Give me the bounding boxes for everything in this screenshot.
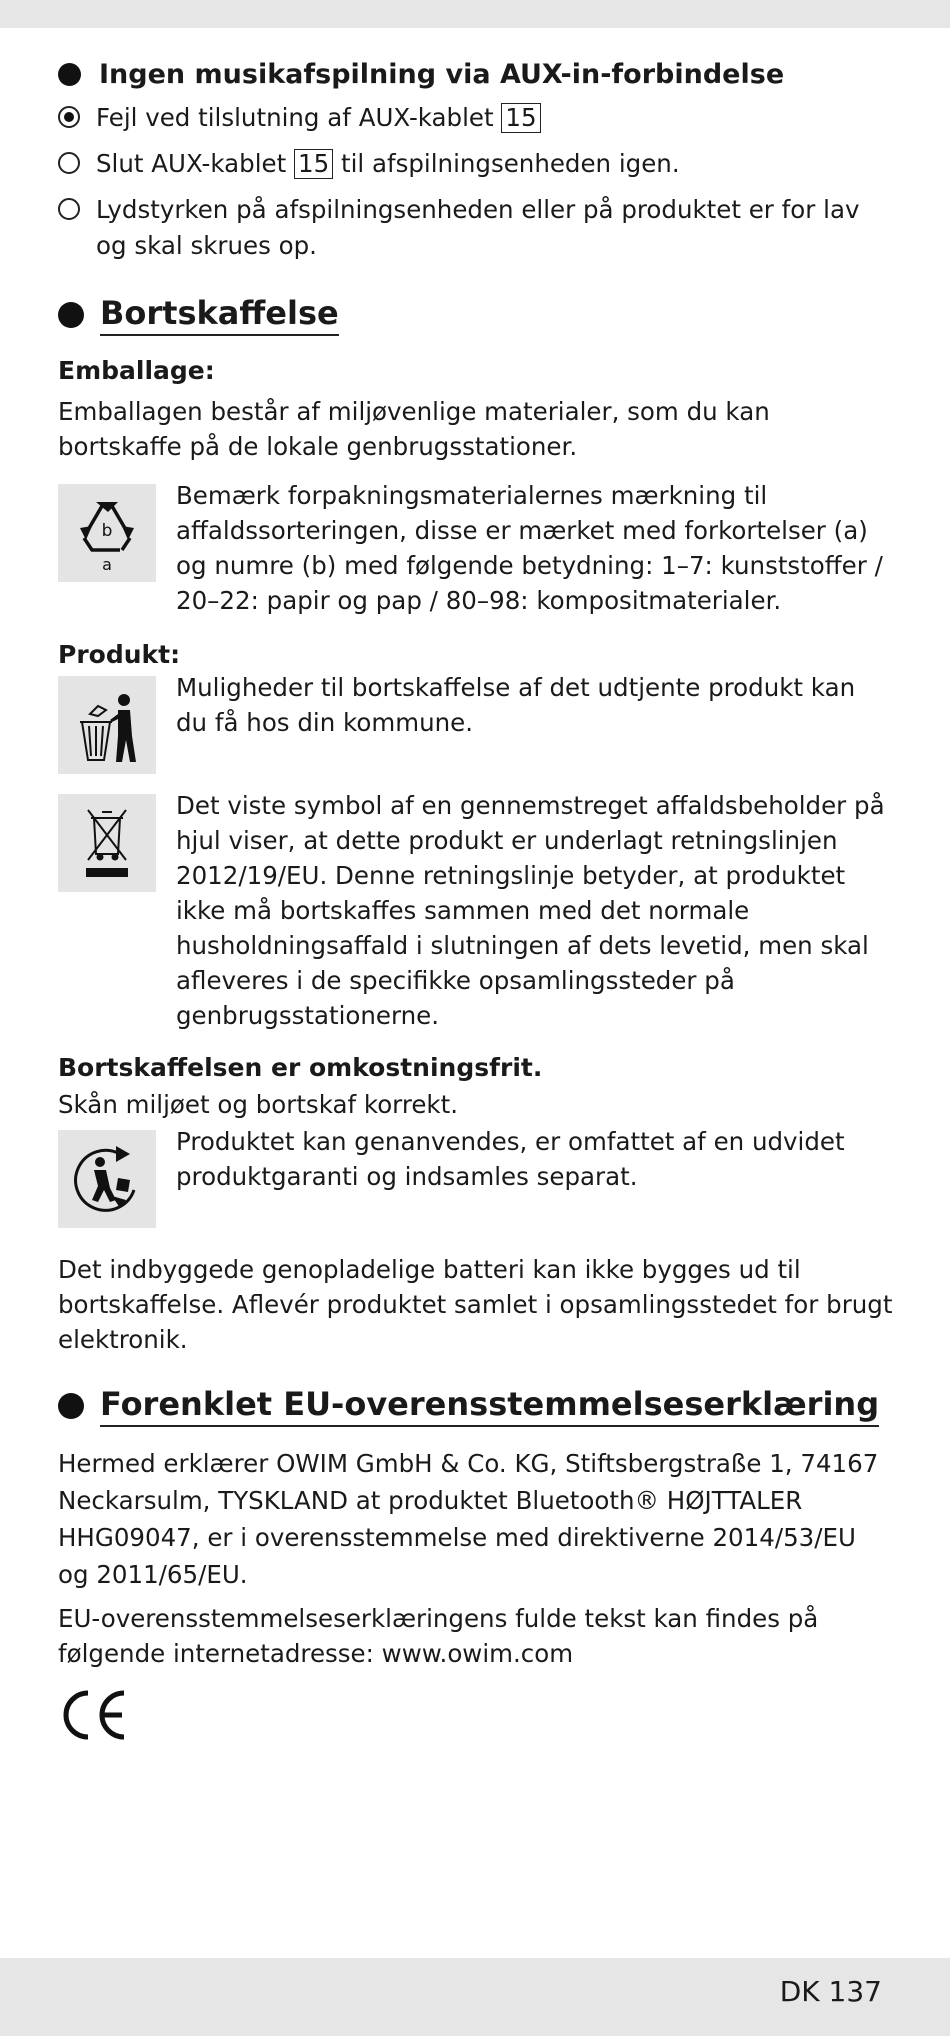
bullet-dot-icon (58, 1393, 84, 1419)
recycle-text: Bemærk forpakningsmaterialernes mærkning til affaldssorteringen, disse er mærket med forkortelser (a) og numre (b) med følgende betydning: 1–7: kunststoffer / 20–22: papir og pap / 80–98: kompositmaterialer. (176, 481, 883, 615)
triman-text: Produktet kan genanvendes, er omfattet af en udvidet produktgaranti og indsamles separat. (176, 1127, 845, 1191)
cause-item: Fejl ved tilslutning af AUX-kablet 15 (58, 100, 893, 136)
svg-text:b: b (101, 521, 113, 541)
open-circle-bullet-icon (58, 198, 80, 220)
trash-text: Muligheder til bortskaffelse af det udtjente produkt kan du få hos din kommune. (176, 673, 856, 737)
weee-text: Det viste symbol af en gennemstreget affaldsbeholder på hjul viser, at dette produkt er underlagt retningslinjen 2012/19/EU. Denne retningslinje betyder, at produktet ikke må bortskaffes sammen med det normale husholdningsaffald i slutningen af dets levetid, men skal afleveres i de specifikke opsamlingssteder på genbrugsstationerne. (176, 791, 885, 1030)
bullet-dot-icon (58, 302, 84, 328)
troubleshoot-heading: Ingen musikafspilning via AUX-in-forbindelse (58, 52, 893, 98)
crossed-wheelie-bin-icon (58, 794, 156, 892)
bullet-dot-icon (58, 63, 81, 86)
trash-row (58, 673, 893, 774)
recycling-symbol-icon (58, 484, 156, 582)
packaging-text: Emballagen består af miljøvenlige materialer, som du kan bortskaffe på de lokale genbrugsstationer. (58, 397, 770, 461)
open-circle-bullet-icon (58, 152, 80, 174)
solution-item: Lydstyrken på afspilningsenheden eller på produktet er for lav og skal skrues op. (58, 192, 893, 264)
solution-item: Slut AUX-kablet 15 til afspilningsenheden igen. (58, 146, 893, 182)
weee-row (58, 791, 893, 1033)
packaging-heading: Emballage: (58, 356, 215, 385)
top-band (0, 0, 950, 28)
recycle-row (58, 481, 893, 618)
triman-recycle-icon (58, 1130, 156, 1228)
disposal-heading: Bortskaffelse (58, 294, 893, 336)
battery-text: Det indbyggede genopladelige batteri kan ikke bygges ud til bortskaffelse. Aflevér produktet samlet i opsamlingsstedet for brugt elektronik. (58, 1255, 893, 1354)
product-heading: Produkt: (58, 640, 181, 669)
person-trash-icon (58, 676, 156, 774)
page-number: DK 137 (779, 1975, 882, 2008)
ce-mark-icon (58, 1687, 893, 1747)
free-disposal-heading: Bortskaffelsen er omkostningsfrit. (58, 1053, 543, 1082)
free-disposal-text: Skån miljøet og bortskaf korrekt. (58, 1090, 459, 1119)
manual-page (58, 52, 893, 1747)
svg-text:a: a (102, 555, 112, 574)
filled-circle-bullet-icon (58, 106, 80, 128)
eu-declaration-url-text: EU-overensstemmelseserklæringens fulde tekst kan findes på følgende internetadresse: www.owim.com (58, 1604, 819, 1668)
eu-declaration-text: Hermed erklærer OWIM GmbH & Co. KG, Stiftsbergstraße 1, 74167 Neckarsulm, TYSKLAND at produktet Bluetooth® HØJTTALER HHG09047, er i overensstemmelse med direktiverne 2014/53/EU og 2011/65/EU. (58, 1449, 879, 1589)
eu-declaration-heading: Forenklet EU-overensstemmelseserklæring (58, 1385, 893, 1427)
reference-number: 15 (294, 149, 333, 179)
reference-number: 15 (501, 103, 540, 133)
triman-row (58, 1127, 893, 1228)
